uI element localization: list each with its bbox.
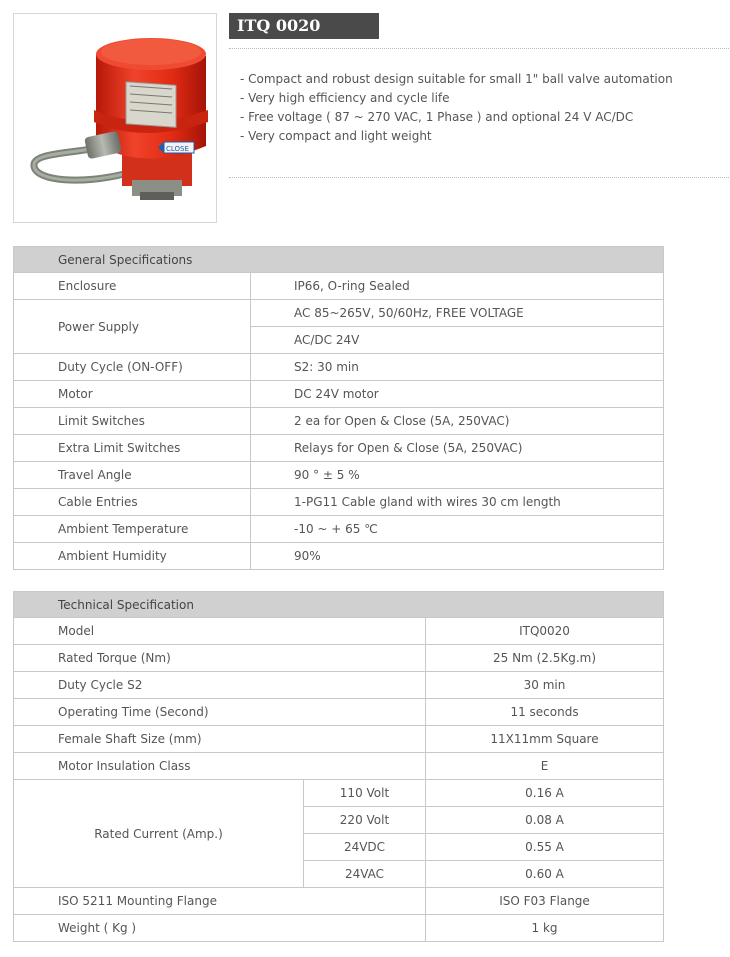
product-photo (13, 13, 217, 223)
top-divider (229, 48, 729, 49)
table-row (14, 273, 664, 300)
actuator-illustration (14, 14, 217, 223)
table-row (14, 645, 664, 672)
product-title: ITQ 0020 (229, 13, 379, 39)
table-row (14, 381, 664, 408)
close-label: CLOSE (166, 145, 189, 153)
spec-value: AC/DC 24V (251, 327, 664, 354)
spec-label: Motor (14, 381, 251, 408)
current-value: 0.60 A (426, 861, 664, 888)
technical-spec-heading: Technical Specification (14, 592, 664, 618)
voltage-label: 110 Volt (304, 780, 426, 807)
table-row (14, 300, 664, 327)
table-row (14, 354, 664, 381)
current-value: 0.08 A (426, 807, 664, 834)
table-row (14, 618, 664, 645)
feature-item: - Compact and robust design suitable for small 1" ball valve automation (240, 72, 673, 86)
table-row (14, 753, 664, 780)
spec-value: 1 kg (426, 915, 664, 942)
spec-value: 30 min (426, 672, 664, 699)
voltage-label: 24VDC (304, 834, 426, 861)
spec-label: Duty Cycle S2 (14, 672, 426, 699)
table-row (14, 726, 664, 753)
spec-label: Operating Time (Second) (14, 699, 426, 726)
feature-item: - Very high efficiency and cycle life (240, 91, 450, 105)
spec-value: 1-PG11 Cable gland with wires 30 cm length (251, 489, 664, 516)
spec-value: 11X11mm Square (426, 726, 664, 753)
spec-value: E (426, 753, 664, 780)
feature-item: - Free voltage ( 87 ~ 270 VAC, 1 Phase ) and optional 24 V AC/DC (240, 110, 634, 124)
spec-label: Model (14, 618, 426, 645)
spec-label: Limit Switches (14, 408, 251, 435)
table-row (14, 408, 664, 435)
general-spec-table (13, 246, 664, 570)
spec-value: 90% (251, 543, 664, 570)
table-row (14, 672, 664, 699)
spec-value: 25 Nm (2.5Kg.m) (426, 645, 664, 672)
voltage-label: 220 Volt (304, 807, 426, 834)
voltage-label: 24VAC (304, 861, 426, 888)
current-value: 0.16 A (426, 780, 664, 807)
spec-label: Duty Cycle (ON-OFF) (14, 354, 251, 381)
spec-value: Relays for Open & Close (5A, 250VAC) (251, 435, 664, 462)
bottom-divider (229, 177, 729, 178)
spec-value: 90 ° ± 5 % (251, 462, 664, 489)
spec-label: Motor Insulation Class (14, 753, 426, 780)
spec-label: Ambient Humidity (14, 543, 251, 570)
general-spec-heading: General Specifications (14, 247, 664, 273)
table-row (14, 699, 664, 726)
spec-label: Travel Angle (14, 462, 251, 489)
spec-label: Extra Limit Switches (14, 435, 251, 462)
spec-value: -10 ~ + 65 ℃ (251, 516, 664, 543)
table-row (14, 489, 664, 516)
spec-value: ITQ0020 (426, 618, 664, 645)
spec-label: Ambient Temperature (14, 516, 251, 543)
spec-value: AC 85~265V, 50/60Hz, FREE VOLTAGE (251, 300, 664, 327)
table-row (14, 516, 664, 543)
table-row (14, 888, 664, 915)
spec-label: Rated Torque (Nm) (14, 645, 426, 672)
spec-label: Female Shaft Size (mm) (14, 726, 426, 753)
feature-item: - Very compact and light weight (240, 129, 432, 143)
table-row (14, 780, 664, 807)
technical-spec-table (13, 591, 664, 942)
spec-value: DC 24V motor (251, 381, 664, 408)
feature-list (240, 70, 673, 146)
spec-label: Power Supply (14, 300, 251, 354)
spec-label: Weight ( Kg ) (14, 915, 426, 942)
current-value: 0.55 A (426, 834, 664, 861)
spec-value: 2 ea for Open & Close (5A, 250VAC) (251, 408, 664, 435)
table-row (14, 462, 664, 489)
rated-current-label: Rated Current (Amp.) (14, 780, 304, 888)
table-row (14, 435, 664, 462)
spec-label: Cable Entries (14, 489, 251, 516)
spec-value: S2: 30 min (251, 354, 664, 381)
spec-value: 11 seconds (426, 699, 664, 726)
table-row (14, 543, 664, 570)
spec-label: Enclosure (14, 273, 251, 300)
spec-value: IP66, O-ring Sealed (251, 273, 664, 300)
table-row (14, 915, 664, 942)
spec-label: ISO 5211 Mounting Flange (14, 888, 426, 915)
spec-value: ISO F03 Flange (426, 888, 664, 915)
